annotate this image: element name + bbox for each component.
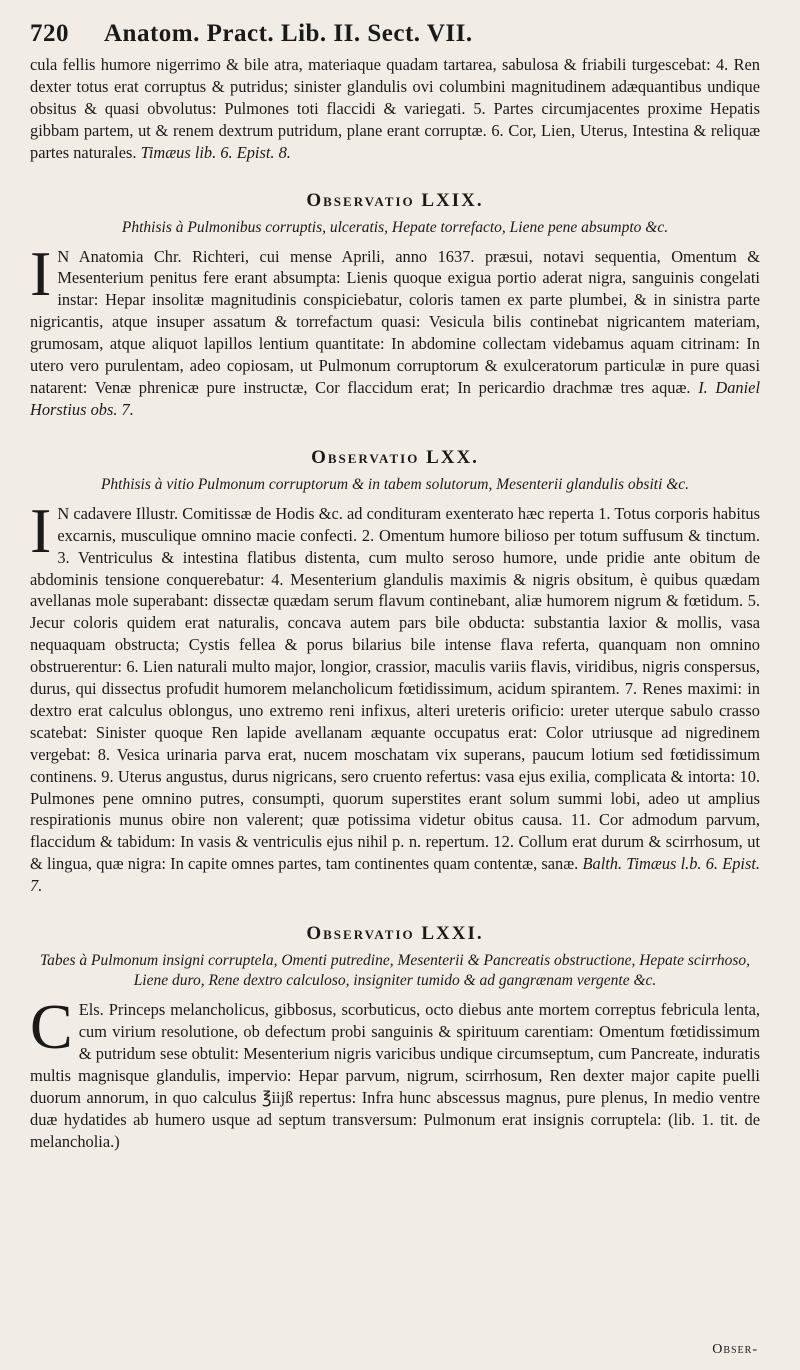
observation-69-subtitle: Phthisis à Pulmonibus corruptis, ulceratis, Hepate torrefacto, Liene pene absumpto &c. — [121, 218, 669, 236]
observation-71-initial: C — [30, 991, 73, 1063]
observation-71-subtitle: Tabes à Pulmonum insigni corruptela, Omenti putredine, Mesenterii & Pancreatis obstructione, Hepate scirrhoso, Liene duro, Rene dextro calculoso, insigniter tumido & ad gangrænam vergente &c. — [39, 952, 751, 990]
observation-69-body — [30, 237, 761, 421]
observation-69-reference: I. Daniel Horstius obs. 7. — [30, 377, 761, 419]
observation-70-initial: I — [30, 494, 52, 566]
continuation-paragraph — [30, 54, 760, 164]
running-head — [30, 20, 760, 54]
observation-69-initial: I — [30, 237, 52, 309]
observation-71-text: Els. Princeps melancholicus, gibbosus, scorbuticus, octo diebus ante mortem correptus febricula lenta, cum virium resolutione, ob defectum probi sanguinis & spirituum carentiam: Omentum fœtidissimum & putridum sese obtulit: Mesenterium nigris varicibus undique circumseptum, cum Pancreate, induratis multis magnisque glandulis, impervio: Hepar parvum, nigrum, scirrhosum, Ren dexter major capite puelli duorum annorum, in quo calculus ℥iijß repertus: Infra hunc abscessus magnus, pure plenus, In medio ventre duæ hydatides ab humero usque ad septum transversum: Pulmonum erat insignis corruptela: (lib. 1. tit. de melancholia.) — [30, 1000, 760, 1151]
running-title: Anatom. Pract. Lib. II. Sect. VII. — [104, 20, 473, 47]
observation-69-text: N Anatomia Chr. Richteri, cui mense Aprili, anno 1637. præsui, notavi sequentia, Omentum & Mesenterium penitus fere erant absumpta: Lienis quoque exigua portio aderat nigra, sanguinis congelati instar: Hepar insolitæ magnitudinis conspiciebatur, coloris tamen ex parte plumbei, & in sinistra parte nigricantis, atque insuper assatum & torrefactum quasi: Vesicula bilis continebat nigricantem materiam, grumosam, atque aliquot lapillos lentium quantitate: In abdomine collectam videbamus aquam citrinam: In utero vero purulentam, adeo copiosam, ut Pulmonum corruptorum & exulceratorum particulæ in pure quasi natarent: Venæ phrenicæ pure instructæ, Cor flaccidum erat; In pericardio drachmæ tres aquæ. — [30, 246, 760, 397]
observation-69-title: Observatio LXIX. — [306, 189, 484, 211]
observation-70-reference: Balth. Timæus l.b. 6. Epist. 7. — [30, 854, 760, 896]
observation-70-text: N cadavere Illustr. Comitissæ de Hodis &c. ad condituram exenterato hæc reperta 1. Totus corporis habitus excarnis, musculique omnino macie confecti. 2. Omentum humore bilioso per totum suffusum & tinctum. 3. Ventriculus & intestina flatibus distenta, cum multo seroso humore, unde pridie ante obitum de abdominis tensione conquerebatur: 4. Mesenterium glandulis maximis & nigris obsitum, è quibus quædam avellanas mole superabant: dissectæ quædam serum flavum continebant, aliæ humorem nigrum & fœtidum. 5. Jecur coloris quidem erat naturalis, concava autem pars bile obducta: substantia laxior & mollis, vasa nequaquam obstructa; Cystis fellea & porus bilarius bile intense flava referta, quanquam non omnino obstruerentur: 6. Lien naturali multo major, longior, crassior, maculis variis flavis, viridibus, nigris conspersus, durus, qui dissectus profudit humorem melancholicum fœtidissimum, acidum spirantem. 7. Renes maximi: in dextro erat calculus oblongus, uno extremo reni infixus, alteri ureteris orificio: ureter uterque sabulo crasso scatebat: Sinister quoque Ren lapide avellanam æquante occupatus erat: Color utriusque ad nigredinem vergebat: 8. Vesica urinaria parva erat, nucem moschatam vix superans, paucum lotium sed fœtidissimum continens. 9. Uterus angustus, durus nigricans, sero cruento refertus: vasa ejus exilia, complicata & intorta: 10. Pulmones pene omnino putres, consumpti, quorum superstites erant solum summi lobi, adeo ut amplius respirationis munus obire non valerent; quæ potissima videtur obitus causa. 11. Cor admodum parvum, flaccidum & tabidum: In vasis & ventriculis ejus nihil p. n. repertum. 12. Collum erat durum & scirrhosum, ut & lingua, quæ nigra: In capite omnes partes, tam continentes quam contentæ, sanæ. — [30, 503, 760, 874]
observation-71-title: Observatio LXXI. — [306, 923, 484, 945]
continuation-reference: Timæus lib. 6. Epist. 8. — [140, 142, 291, 162]
observation-70-body — [30, 494, 760, 897]
page-number: 720 — [30, 20, 69, 47]
observation-70-subtitle: Phthisis à vitio Pulmonum corruptorum & in tabem solutorum, Mesenterii glandulis obsiti &c. — [100, 475, 690, 493]
catchword: Obser- — [712, 1342, 758, 1357]
observation-70-title: Observatio LXX. — [311, 446, 479, 468]
observation-71-body — [30, 991, 760, 1152]
continuation-text: cula fellis humore nigerrimo & bile atra, materiaque quadam tartarea, sabulosa & friabili turgescebat: 4. Ren dexter totus erat corruptus & putridus; sinister glandulis ovi columbini magnitudinem adæquantibus undique obsitus & quasi obvolutus: Pulmones toti flaccidi & variegati. 5. Partes circumjacentes proxime Hepatis gibbam partem, ut & renem dextrum putridum, plane erant corruptæ. 6. Cor, Lien, Uterus, Intestina & reliquæ partes naturales. — [30, 55, 760, 162]
